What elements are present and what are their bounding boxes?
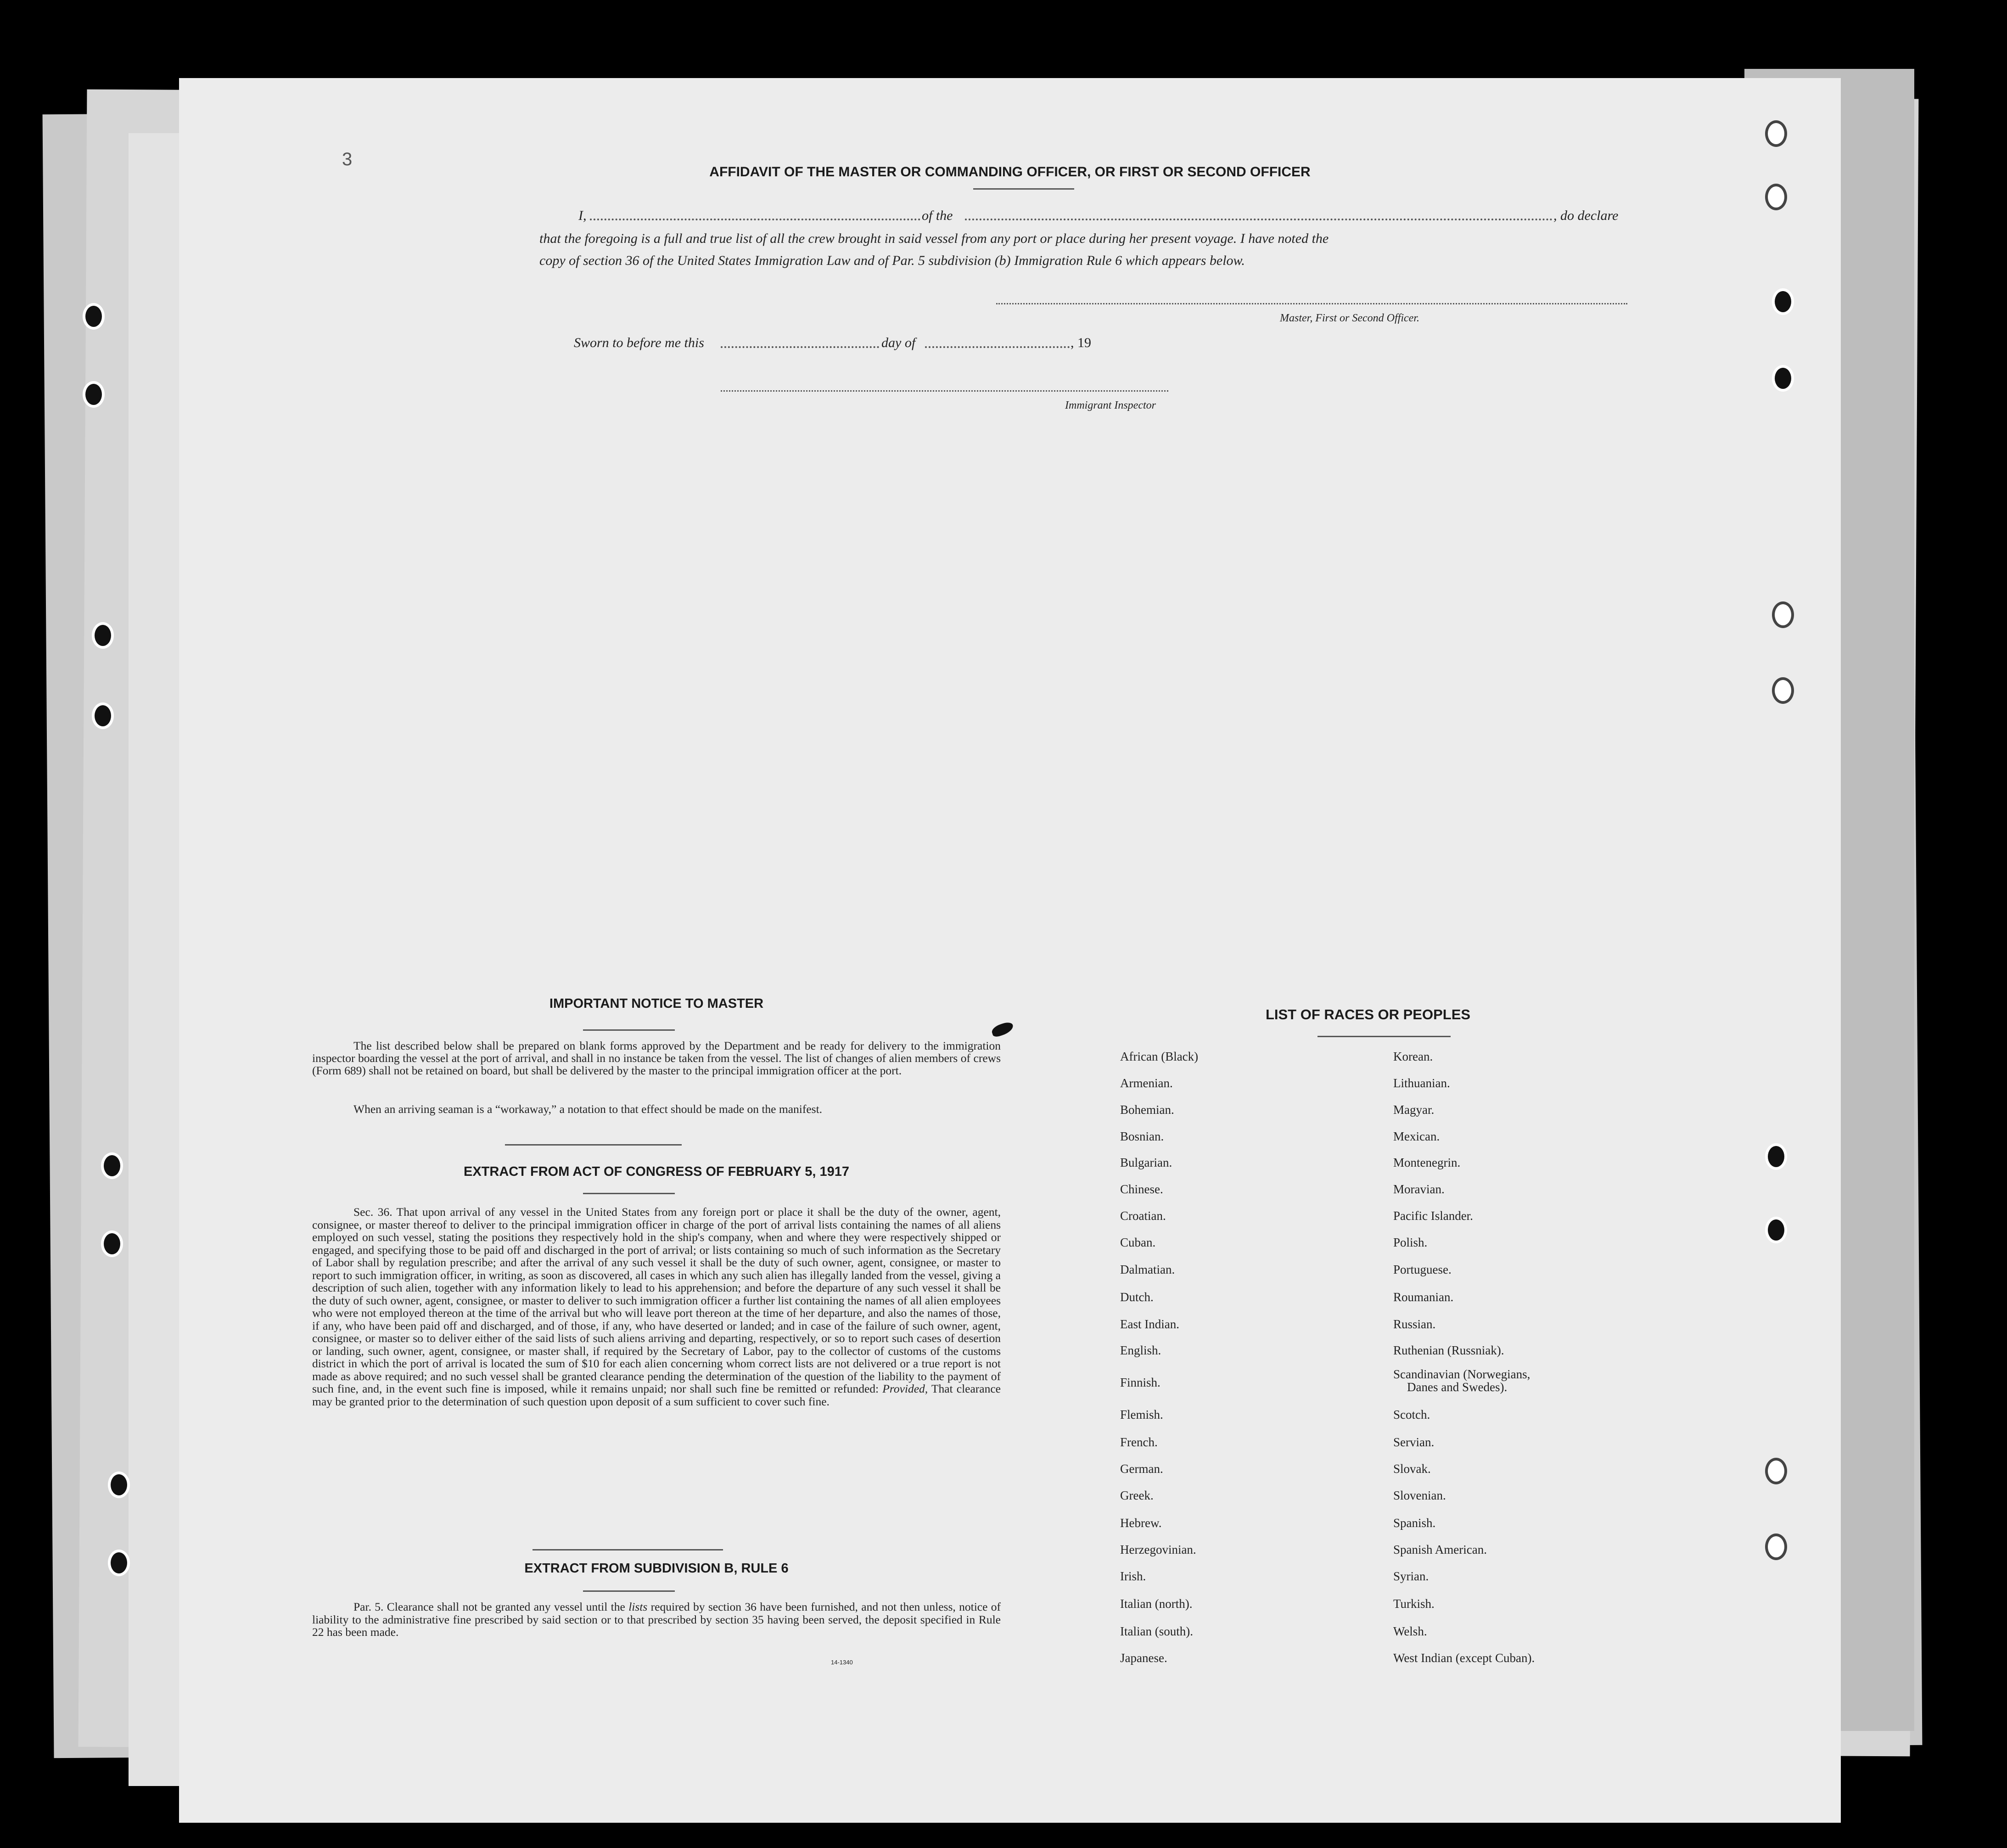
race-item: Cuban. (1120, 1236, 1156, 1249)
binder-hole-icon (1765, 1458, 1787, 1484)
race-item: Russian. (1393, 1317, 1436, 1331)
race-item: Hebrew. (1120, 1516, 1162, 1530)
binder-hole-icon (83, 381, 105, 408)
binder-hole-icon (108, 1472, 130, 1498)
binder-hole-icon (1772, 288, 1794, 315)
race-item: Magyar. (1393, 1103, 1435, 1117)
extract-act-title: EXTRACT FROM ACT OF CONGRESS OF FEBRUARY 5, 1917 (463, 1164, 850, 1179)
race-item: Spanish American. (1393, 1543, 1487, 1556)
section-36-text: Sec. 36. That upon arrival of any vessel in the United States from any foreign port or place it shall be the duty of the owner, agent, consignee, or master thereof to deliver to the principal immigration officer in charge of the port of arrival lists containing the names of all aliens employed on such vessel, stating the positions they respectively hold in the ship's company, when and where they were respectively shipped or engaged, and specifying those to be paid off and discharged in the port of arrival; or lists containing so much of such information as the Secretary of Labor shall by regulation prescribe; and after the arrival of any such vessel it shall be the duty of such owner, agent, consignee, or master to report to such immigration officer, in writing, as soon as discovered, all cases in which any such alien has illegally landed from the vessel, giving a description of such alien, together with any information likely to lead to his apprehension; and before the departure of any such vessel it shall be the duty of such owner, agent, consignee, or master to deliver to such immigration officer a further list containing the names of all alien employees who were not employed thereon at the time of the arrival but who will leave port thereon at the time of her departure, and also the names of those, if any, who have been paid off and discharged, and of those, if any, who have deserted or landed; and in case of the failure of such owner, agent, consignee, or master so to deliver either of the said lists of such aliens arriving and departing, respectively, or so to report such cases of desertion or landing, such owner, agent, consignee, or master shall, if required by the Secretary of Labor, pay to the collector of customs of the customs district in which the port of arrival is located the sum of $10 for each alien concerning whom correct lists are not delivered or a true report is not made as above required; and no such vessel shall be granted clearance pending the determination of the question of the liability to the payment of such fine, and, in the event such fine is imposed, while it remains unpaid; nor shall such fine be remitted or refunded: Provided, That clearance may be granted prior to the determination of such question upon deposit of a sum sufficient to cover such fine. (312, 1205, 1001, 1408)
divider (583, 1590, 675, 1592)
race-item: Greek. (1120, 1489, 1154, 1502)
race-item: Italian (south). (1120, 1624, 1193, 1638)
race-item: Bulgarian. (1120, 1156, 1172, 1169)
race-item: Polish. (1393, 1236, 1428, 1249)
race-item: Scandinavian (Norwegians, (1393, 1367, 1530, 1381)
race-item: Croatian. (1120, 1209, 1166, 1223)
notice-paragraph-1: The list described below shall be prepared on blank forms approved by the Department and be ready for delivery to the immigration inspector boarding the vessel at the port of arrival, and shall in no instance be taken from the vessel. The list of changes of alien members of crews (Form 689) shall not be retained on board, but shall be delivered by the master to the principal immigration officer at the port. (312, 1039, 1001, 1077)
race-item: Moravian. (1393, 1182, 1445, 1196)
binder-hole-icon (1765, 1143, 1787, 1170)
affidavit-i-label: I, (578, 208, 587, 223)
race-item: Flemish. (1120, 1408, 1163, 1421)
race-item: Ruthenian (Russniak). (1393, 1343, 1504, 1357)
day-of-label: day of (881, 335, 916, 350)
binder-hole-icon (83, 303, 105, 330)
race-item: Slovenian. (1393, 1489, 1446, 1502)
divider (533, 1549, 723, 1550)
divider (973, 188, 1074, 190)
race-item: German. (1120, 1462, 1163, 1476)
notice-title: IMPORTANT NOTICE TO MASTER (549, 996, 764, 1011)
binder-hole-icon (108, 1550, 130, 1576)
race-item: Welsh. (1393, 1624, 1427, 1638)
name-blank-line (590, 219, 920, 220)
race-item: Herzegovinian. (1120, 1543, 1196, 1556)
divider (583, 1029, 675, 1031)
race-item: African (Black) (1120, 1050, 1199, 1063)
binder-hole-icon (1772, 677, 1794, 704)
binder-hole-icon (1772, 365, 1794, 392)
race-item: Chinese. (1120, 1182, 1163, 1196)
year-label: , 19 (1071, 335, 1091, 350)
form-number: 14-1340 (831, 1659, 853, 1666)
race-item: Lithuanian. (1393, 1076, 1450, 1090)
declare-label: , do declare (1553, 208, 1619, 223)
race-item: Mexican. (1393, 1129, 1440, 1143)
divider (505, 1144, 682, 1146)
binder-hole-icon (1772, 601, 1794, 628)
race-item: Japanese. (1120, 1651, 1167, 1665)
binder-hole-icon (101, 1230, 123, 1257)
race-item: Irish. (1120, 1569, 1146, 1583)
race-item: Servian. (1393, 1435, 1435, 1449)
ink-blot (990, 1021, 1015, 1038)
race-item: Dalmatian. (1120, 1263, 1175, 1276)
race-item: Pacific Islander. (1393, 1209, 1473, 1223)
race-item: Bohemian. (1120, 1103, 1174, 1117)
inspector-caption: Immigrant Inspector (1065, 399, 1156, 411)
affidavit-title: AFFIDAVIT OF THE MASTER OR COMMANDING OFFICER, OR FIRST OR SECOND OFFICER (709, 164, 1311, 180)
race-item: Bosnian. (1120, 1129, 1164, 1143)
divider (1317, 1036, 1451, 1037)
of-the-label: of the (922, 208, 953, 223)
notice-paragraph-2: When an arriving seaman is a “workaway,” a notation to that effect should be made on the manifest. (353, 1102, 823, 1116)
race-item: East Indian. (1120, 1317, 1179, 1331)
race-item: West Indian (except Cuban). (1393, 1651, 1535, 1665)
race-item: Korean. (1393, 1050, 1433, 1063)
race-item: Armenian. (1120, 1076, 1173, 1090)
race-item: Montenegrin. (1393, 1156, 1461, 1169)
affidavit-line-3: copy of section 36 of the United States Immigration Law and of Par. 5 subdivision (b) Immigration Rule 6 which appears below. (539, 253, 1245, 268)
binder-hole-icon (1765, 120, 1787, 147)
race-item: Dutch. (1120, 1290, 1154, 1304)
extract-rule-title: EXTRACT FROM SUBDIVISION B, RULE 6 (524, 1561, 789, 1576)
vessel-blank-line (965, 219, 1553, 220)
month-blank (925, 346, 1070, 348)
rule-6-text: Par. 5. Clearance shall not be granted any vessel until the lists required by section 36 have been furnished, and not then unless, notice of liability to the administrative fine prescribed by said section or to that prescribed by section 35 having been served, the deposit specified in Rule 22 has been made. (312, 1600, 1001, 1639)
binder-hole-icon (101, 1152, 123, 1179)
race-item: Portuguese. (1393, 1263, 1452, 1276)
binder-hole-icon (1765, 1533, 1787, 1560)
master-signature-line (996, 303, 1627, 304)
binder-hole-icon (1765, 1217, 1787, 1243)
race-item: Syrian. (1393, 1569, 1429, 1583)
binder-hole-icon (1765, 184, 1787, 210)
sworn-day-blank (721, 346, 879, 348)
race-item: Roumanian. (1393, 1290, 1454, 1304)
race-item: Spanish. (1393, 1516, 1436, 1530)
race-item: English. (1120, 1343, 1161, 1357)
race-item: Italian (north). (1120, 1597, 1193, 1611)
divider (583, 1193, 675, 1194)
affidavit-form-page (179, 78, 1841, 1823)
inspector-signature-line (721, 390, 1168, 392)
race-item: French. (1120, 1435, 1158, 1449)
race-item: Slovak. (1393, 1462, 1431, 1476)
affidavit-line-2: that the foregoing is a full and true list of all the crew brought in said vessel from any port or place during her present voyage. I have noted the (539, 231, 1329, 246)
race-item-continued: Danes and Swedes). (1407, 1380, 1508, 1394)
margin-mark: 3 (342, 149, 353, 169)
race-item: Turkish. (1393, 1597, 1435, 1611)
binder-hole-icon (92, 622, 114, 649)
sworn-label: Sworn to before me this (574, 335, 704, 350)
race-item: Scotch. (1393, 1408, 1430, 1421)
races-title: LIST OF RACES OR PEOPLES (1265, 1006, 1471, 1022)
race-item: Finnish. (1120, 1376, 1160, 1389)
section-36-label: Sec. 36. (353, 1205, 392, 1219)
master-caption: Master, First or Second Officer. (1280, 312, 1419, 324)
binder-hole-icon (92, 702, 114, 729)
